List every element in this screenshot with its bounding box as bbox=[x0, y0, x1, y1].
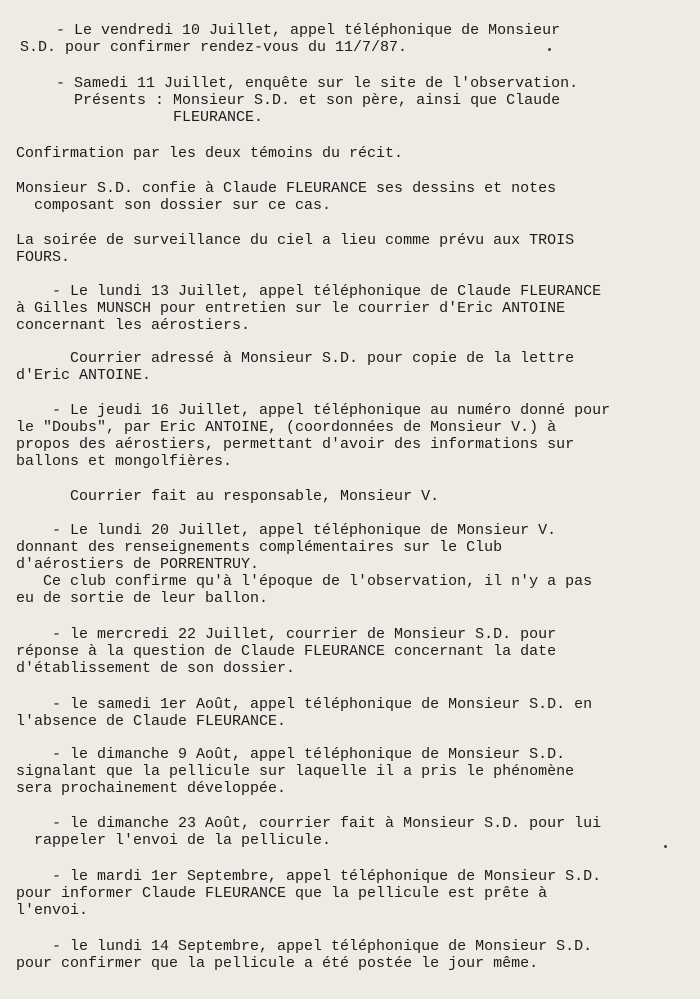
text-line: - le dimanche 23 Août, courrier fait à Monsieur S.D. pour lui bbox=[16, 815, 602, 832]
text-line: concernant les aérostiers. bbox=[16, 317, 251, 334]
text-line: d'établissement de son dossier. bbox=[16, 660, 296, 677]
text-line: - Le vendredi 10 Juillet, appel téléphonique de Monsieur bbox=[20, 22, 561, 39]
text-line: FLEURANCE. bbox=[20, 109, 264, 126]
text-line: - Le lundi 13 Juillet, appel téléphonique de Claude FLEURANCE bbox=[16, 283, 602, 300]
text-line: - le dimanche 9 Août, appel téléphonique de Monsieur S.D. bbox=[16, 746, 566, 763]
text-line: Présents : Monsieur S.D. et son père, ainsi que Claude bbox=[20, 92, 561, 109]
text-line: pour informer Claude FLEURANCE que la pellicule est prête à bbox=[16, 885, 548, 902]
text-line: Confirmation par les deux témoins du récit. bbox=[16, 145, 404, 162]
text-line: ballons et mongolfières. bbox=[16, 453, 233, 470]
text-line: - le mardi 1er Septembre, appel téléphonique de Monsieur S.D. bbox=[16, 868, 602, 885]
text-line: Courrier fait au responsable, Monsieur V. bbox=[16, 488, 440, 505]
text-line: - Samedi 11 Juillet, enquête sur le site de l'observation. bbox=[20, 75, 579, 92]
text-line: Ce club confirme qu'à l'époque de l'observation, il n'y a pas bbox=[16, 573, 593, 590]
text-line: propos des aérostiers, permettant d'avoir des informations sur bbox=[16, 436, 575, 453]
text-line: Monsieur S.D. confie à Claude FLEURANCE ses dessins et notes bbox=[16, 180, 557, 197]
text-line: signalant que la pellicule sur laquelle il a pris le phénomène bbox=[16, 763, 575, 780]
text-line: composant son dossier sur ce cas. bbox=[16, 197, 332, 214]
text-line: - le mercredi 22 Juillet, courrier de Monsieur S.D. pour bbox=[16, 626, 557, 643]
text-line: rappeler l'envoi de la pellicule. bbox=[16, 832, 332, 849]
text-line: FOURS. bbox=[16, 249, 71, 266]
text-line: l'envoi. bbox=[16, 902, 89, 919]
text-line: d'aérostiers de PORRENTRUY. bbox=[16, 556, 260, 573]
text-line: réponse à la question de Claude FLEURANCE concernant la date bbox=[16, 643, 557, 660]
text-line: l'absence de Claude FLEURANCE. bbox=[16, 713, 287, 730]
text-line: - Le lundi 20 Juillet, appel téléphonique de Monsieur V. bbox=[16, 522, 557, 539]
text-line: pour confirmer que la pellicule a été postée le jour même. bbox=[16, 955, 539, 972]
text-line: d'Eric ANTOINE. bbox=[16, 367, 152, 384]
text-line: à Gilles MUNSCH pour entretien sur le courrier d'Eric ANTOINE bbox=[16, 300, 566, 317]
text-line: donnant des renseignements complémentaires sur le Club bbox=[16, 539, 503, 556]
text-line: - le samedi 1er Août, appel téléphonique de Monsieur S.D. en bbox=[16, 696, 593, 713]
text-line: La soirée de surveillance du ciel a lieu comme prévu aux TROIS bbox=[16, 232, 575, 249]
speck bbox=[664, 845, 667, 848]
text-line: - Le jeudi 16 Juillet, appel téléphonique au numéro donné pour bbox=[16, 402, 611, 419]
text-line: eu de sortie de leur ballon. bbox=[16, 590, 269, 607]
text-line: Courrier adressé à Monsieur S.D. pour copie de la lettre bbox=[16, 350, 575, 367]
text-line: S.D. pour confirmer rendez-vous du 11/7/87. bbox=[20, 39, 408, 56]
text-line: sera prochainement développée. bbox=[16, 780, 287, 797]
speck bbox=[548, 48, 551, 51]
text-line: - le lundi 14 Septembre, appel téléphonique de Monsieur S.D. bbox=[16, 938, 593, 955]
text-line: le "Doubs", par Eric ANTOINE, (coordonnées de Monsieur V.) à bbox=[16, 419, 557, 436]
